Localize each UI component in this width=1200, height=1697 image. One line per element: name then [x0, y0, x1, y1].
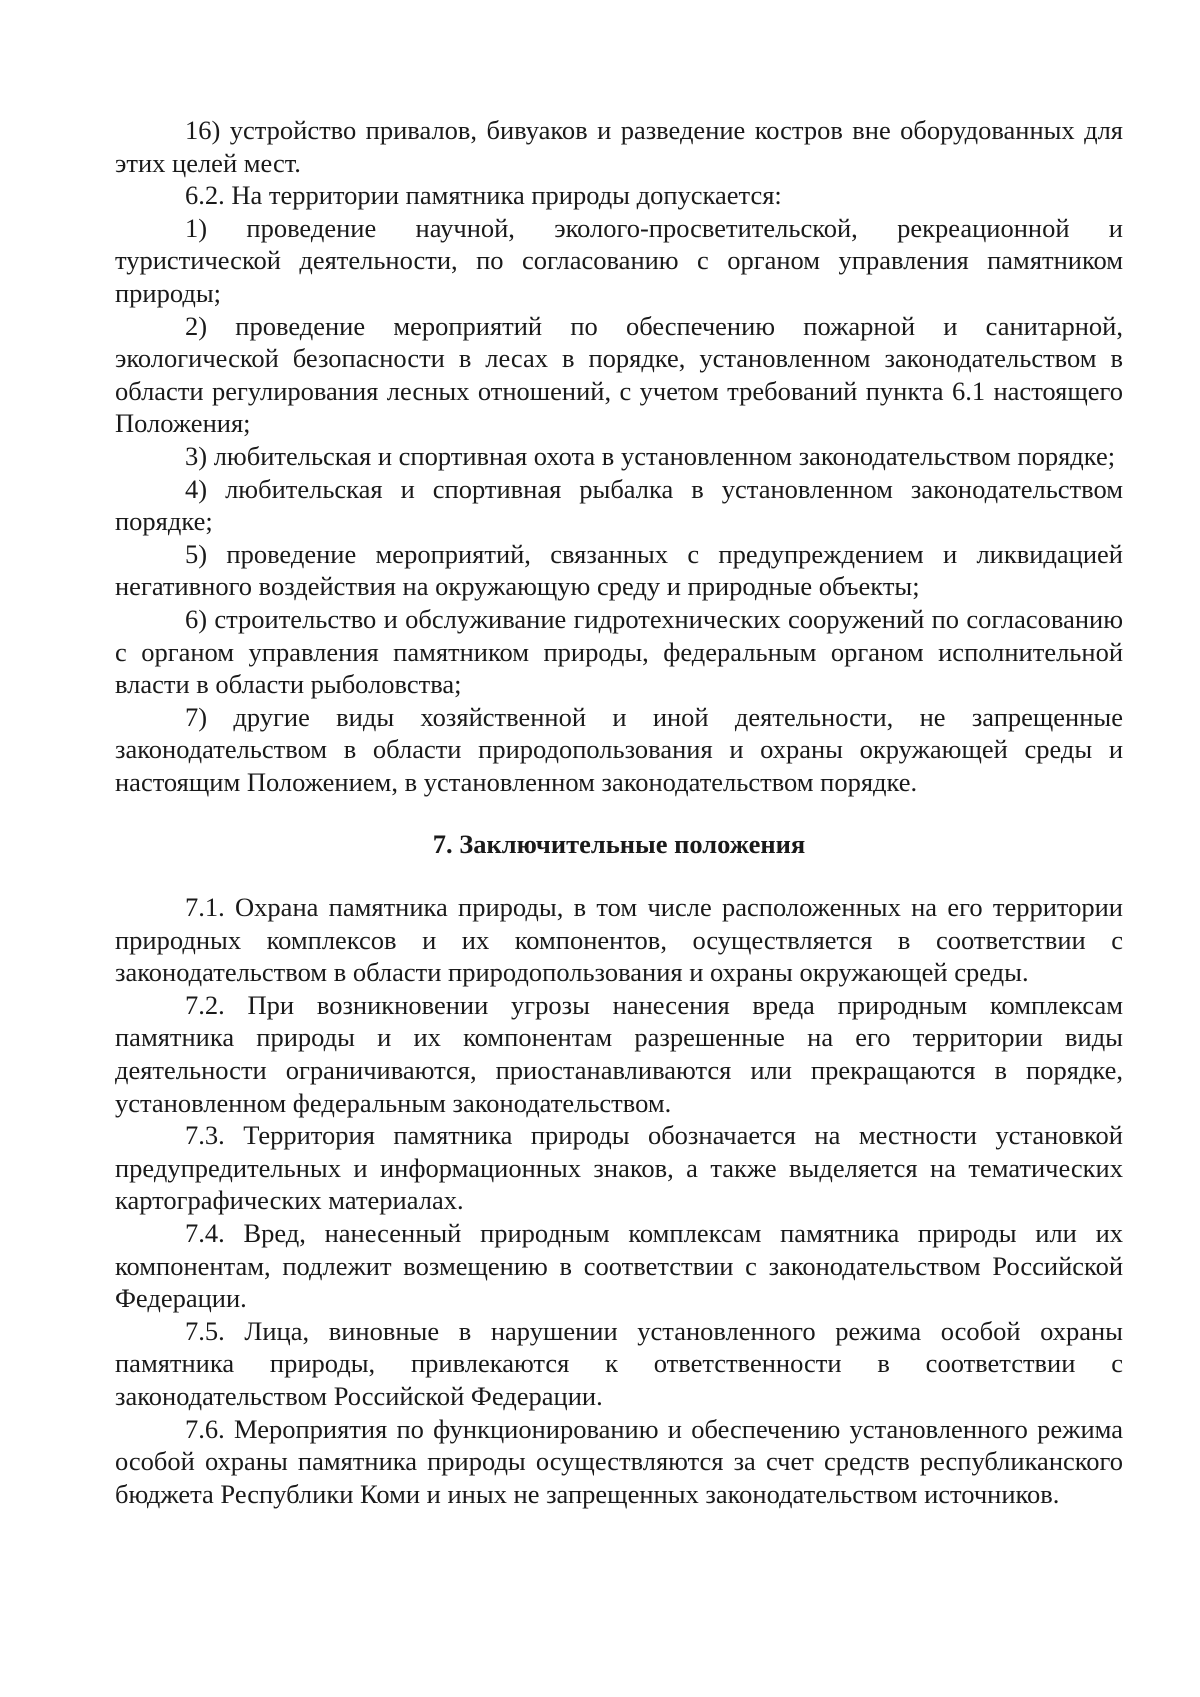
paragraph-6-2-item-4: 4) любительская и спортивная рыбалка в установленном законодательством порядке;: [115, 473, 1123, 537]
paragraph-7-4: 7.4. Вред, нанесенный природным комплексам памятника природы или их компонентам, подлежит возмещению в соответствии с законодательством Российской Федерации.: [115, 1218, 1123, 1314]
paragraph-7-2: 7.2. При возникновении угрозы нанесения вреда природным комплексам памятника природы и их компонентам разрешенные на его территории виды деятельности ограничиваются, приостанавливаются или прекращаются в порядке, установленном федеральным законодательством.: [115, 989, 1123, 1118]
paragraph-6-2-item-3: 3) любительская и спортивная охота в установленном законодательством порядке;: [185, 440, 1116, 471]
paragraph-7-6: 7.6. Мероприятия по функционированию и обеспечению установленного режима особой охраны памятника природы осуществляются за счет средств республиканского бюджета Республики Коми и иных не запрещенных законодательством источников.: [115, 1413, 1123, 1509]
paragraph-6-2-item-6: 6) строительство и обслуживание гидротехнических сооружений по согласованию с органом управления памятником природы, федеральным органом исполнительной власти в области рыболовства;: [115, 603, 1123, 700]
paragraph-7-5: 7.5. Лица, виновные в нарушении установленного режима особой охраны памятника природы, привлекаются к ответственности в соответствии с законодательством Российской Федерации.: [115, 1315, 1123, 1411]
paragraph-6-2-item-5: 5) проведение мероприятий, связанных с предупреждением и ликвидацией негативного воздействия на окружающую среду и природные объекты;: [115, 538, 1123, 602]
document-body: [115, 114, 1123, 1510]
paragraph-6-2-item-1: 1) проведение научной, эколого-просветительской, рекреационной и туристической деятельности, по согласованию с органом управления памятником природы;: [115, 212, 1123, 308]
paragraph-7-3: 7.3. Территория памятника природы обозначается на местности установкой предупредительных и информационных знаков, а также выделяется на тематических картографических материалах.: [115, 1120, 1123, 1216]
paragraph-6-2-item-2: 2) проведение мероприятий по обеспечению пожарной и санитарной, экологической безопасности в лесах в порядке, установленном законодательством в области регулирования лесных отношений, с учетом требований пункта 6.1 настоящего Положения;: [115, 310, 1123, 439]
paragraph-16: 16) устройство привалов, бивуаков и разведение костров вне оборудованных для этих целей мест.: [115, 115, 1123, 178]
paragraph-6-2-item-7: 7) другие виды хозяйственной и иной деятельности, не запрещенные законодательством в области природопользования и охраны окружающей среды и настоящим Положением, в установленном законодательством порядке.: [115, 701, 1123, 797]
paragraph-7-1: 7.1. Охрана памятника природы, в том числе расположенных на его территории природных комплексов и их компонентов, осуществляется в соответствии с законодательством в области природопользования и охраны окружающей среды.: [115, 892, 1123, 988]
section-7-heading: 7. Заключительные положения: [432, 829, 806, 860]
paragraph-6-2: 6.2. На территории памятника природы допускается:: [185, 180, 782, 211]
